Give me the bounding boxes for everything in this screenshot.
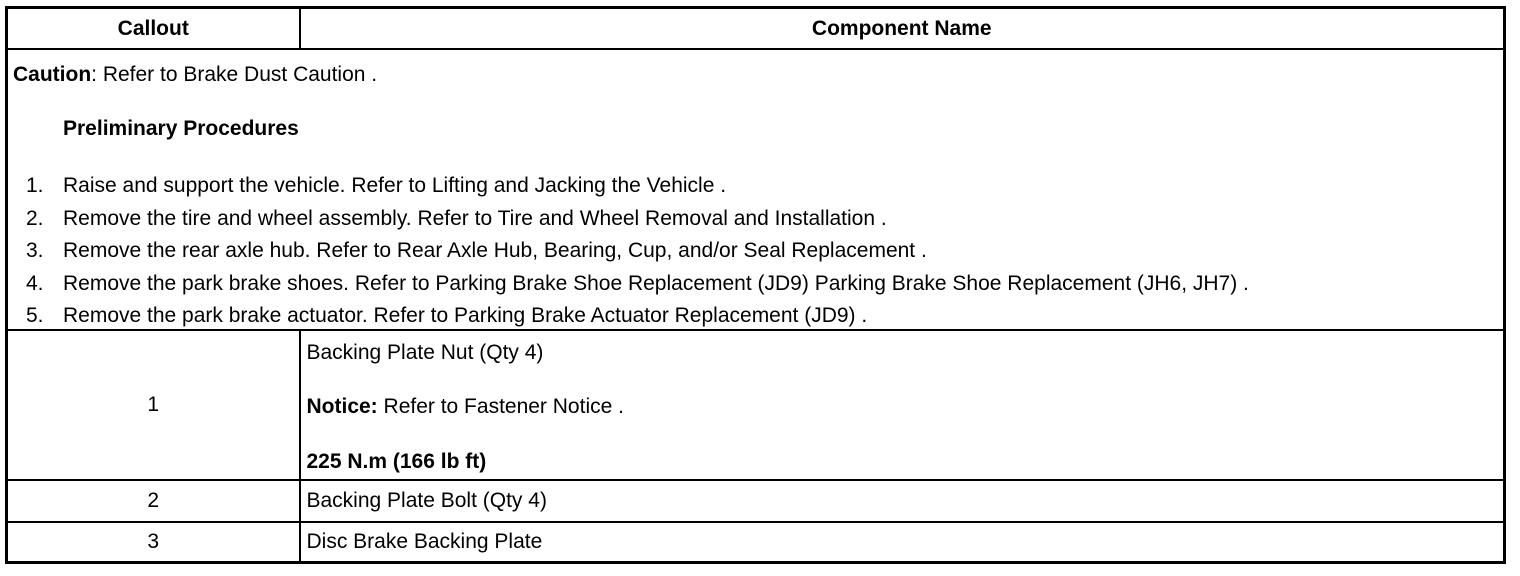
torque-spec: 225 N.m (166 lb ft) (306, 450, 487, 473)
component-cell (300, 330, 1505, 480)
component-name: Backing Plate Nut (Qty 4) (306, 341, 544, 364)
callout-cell: 3 (7, 522, 300, 562)
callout-cell: 2 (7, 480, 300, 522)
step-text: Remove the park brake shoes. Refer to Parking Brake Shoe Replacement (JD9) Parking Brake Shoe Replacement (JH6, JH7) . (63, 271, 1249, 295)
caution-label: Caution (13, 63, 92, 86)
preliminary-steps-list (8, 172, 1249, 335)
notice-text: Refer to Fastener Notice . (377, 395, 624, 418)
step-text: Remove the tire and wheel assembly. Refer to Tire and Wheel Removal and Installation . (63, 206, 887, 230)
table-row (7, 522, 1505, 562)
step-number: 2. (26, 206, 44, 230)
component-name: Disc Brake Backing Plate (300, 522, 1505, 562)
step-text: Remove the rear axle hub. Refer to Rear Axle Hub, Bearing, Cup, and/or Seal Replacement . (63, 239, 927, 262)
header-row (7, 8, 1505, 50)
caution-text: : Refer to Brake Dust Caution . (91, 63, 378, 86)
list-item (8, 205, 1249, 238)
notice-line (307, 395, 624, 419)
list-item (8, 237, 1249, 270)
caution-row (7, 49, 1505, 330)
step-number: 4. (26, 271, 44, 295)
callout-header: Callout (7, 8, 300, 50)
step-text: Raise and support the vehicle. Refer to Lifting and Jacking the Vehicle . (63, 174, 727, 197)
preliminary-procedures-title: Preliminary Procedures (63, 117, 299, 140)
step-number: 5. (26, 304, 44, 327)
caution-line (13, 63, 377, 87)
step-number: 1. (26, 174, 44, 197)
list-item (8, 172, 1249, 205)
list-item (8, 270, 1249, 303)
table-row (7, 330, 1505, 480)
table-row (7, 480, 1505, 522)
notice-label: Notice: (306, 395, 378, 418)
procedure-table (5, 6, 1506, 564)
caution-cell (7, 49, 1505, 330)
step-number: 3. (26, 239, 44, 262)
callout-cell: 1 (7, 330, 300, 480)
step-text: Remove the park brake actuator. Refer to Parking Brake Actuator Replacement (JD9) . (63, 304, 868, 327)
component-name-header: Component Name (300, 8, 1505, 50)
component-name: Backing Plate Bolt (Qty 4) (300, 480, 1505, 522)
